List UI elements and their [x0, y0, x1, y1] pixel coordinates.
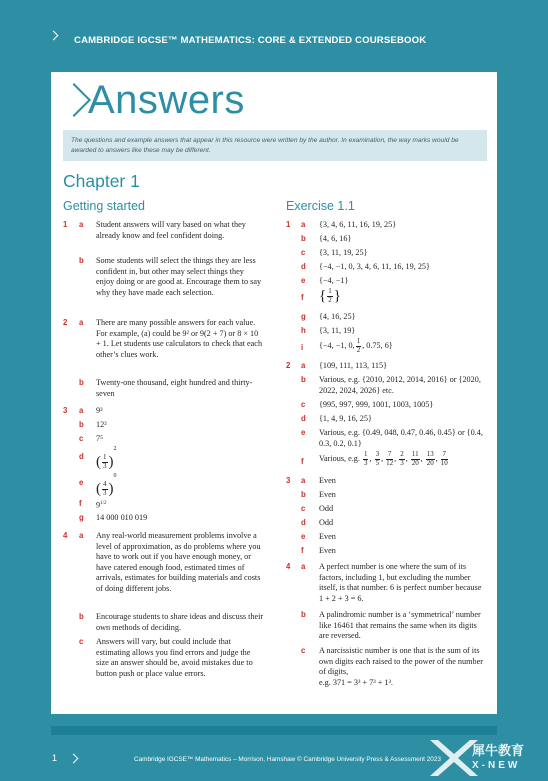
- part-letter: b: [301, 490, 306, 499]
- page-number: 1: [52, 753, 58, 763]
- page-title: Answers: [88, 78, 245, 122]
- part-letter: f: [79, 499, 82, 508]
- answer-text: 7⁵: [96, 434, 103, 443]
- answer-text: e.g. 371 = 3³ + 7³ + 1³.: [319, 678, 393, 687]
- part-letter: c: [301, 504, 306, 513]
- answer-text: Twenty-one thousand, eight hundred and thirty-seven: [96, 378, 253, 398]
- question-number: 3: [63, 406, 68, 415]
- part-letter: b: [301, 234, 306, 243]
- section-heading-exercise: Exercise 1.1: [286, 199, 355, 213]
- answer-text: {−4, −1}: [319, 276, 349, 285]
- running-header: [0, 0, 548, 70]
- answer-text: Answers will vary, but could include that estimating allows you find errors and judge the size an answer should be, avoid mistakes due to button push or place value errors.: [96, 637, 253, 678]
- section-heading-getting-started: Getting started: [63, 199, 145, 213]
- answer-fraction-list: Various, e.g. $\frac{1}{3}$ , $\frac{3}{5}$ , $\frac{7}{12}$ , $\frac{2}{3}$ , $\frac{11}{20}$ , $\frac{13}{20}$ , $\frac{7}{10}$: [319, 450, 448, 467]
- answer-text: {3, 11, 19, 25}: [319, 248, 368, 257]
- part-letter: c: [79, 637, 84, 646]
- answer-text: {4, 6, 16}: [319, 234, 352, 243]
- answer-text: Any real-world measurement problems involve a level of approximation, as do problems where you have to work out if you have enough money, or have catered enough food, estimated times of arrivals, estimates for building materials and costs of doing different jobs.: [96, 531, 261, 593]
- part-letter: h: [301, 326, 306, 335]
- part-letter: a: [301, 361, 306, 370]
- question-number: 1: [286, 220, 291, 229]
- question-number: 4: [286, 562, 291, 571]
- book-title: CAMBRIDGE IGCSE™ MATHEMATICS: CORE & EXTENDED COURSEBOOK: [74, 35, 427, 46]
- answer-text: Encourage students to share ideas and discuss their own methods of deciding.: [96, 612, 264, 632]
- part-letter: c: [79, 434, 84, 443]
- part-letter: e: [79, 478, 84, 487]
- part-letter: b: [79, 612, 84, 621]
- answer-text: {109, 111, 113, 115}: [319, 361, 388, 370]
- answer-fraction: ( $\frac{1}{3}$ )$^2$: [96, 446, 117, 471]
- fraction: $\frac{1}{3}$: [363, 450, 368, 467]
- fraction: $\frac{2}{3}$: [400, 450, 404, 467]
- part-letter: f: [301, 293, 304, 302]
- part-letter: a: [79, 531, 84, 540]
- part-letter: f: [301, 546, 304, 555]
- part-letter: b: [79, 256, 84, 265]
- part-letter: a: [79, 220, 84, 229]
- part-letter: b: [79, 420, 84, 429]
- part-letter: a: [79, 318, 84, 327]
- copyright-footer: Cambridge IGCSE™ Mathematics – Morrison, Hamshaw © Cambridge University Press & Assessment 2023: [134, 756, 441, 763]
- answer-text: A narcissistic number is one that is the sum of its own digits each raised to the power of the number of digits,: [319, 646, 483, 677]
- fraction: $\frac{7}{12}$: [386, 450, 394, 467]
- part-letter: a: [79, 406, 84, 415]
- part-letter: g: [79, 513, 84, 522]
- answer-text: There are many possible answers for each value. For example, (a) could be 9² or 9(2 + 7) or 8 × 10 + 1. Let students use calculators to check that each other’s clues work.: [96, 318, 263, 359]
- answer-text: $9^{1/2}$: [96, 500, 107, 510]
- answer-text: Various, e.g. {0.49, 048, 0.47, 0.46, 0.45} or {0.4, 0.3, 0.2, 0.1}: [319, 428, 483, 448]
- answer-text: {4, 16, 25}: [319, 312, 356, 321]
- part-letter: c: [301, 400, 306, 409]
- answer-text: 12²: [96, 420, 107, 429]
- part-letter: i: [301, 343, 304, 352]
- answer-fraction: {−4, −1, 0, $\frac{1}{2}$ , 0.75, 6}: [319, 337, 393, 354]
- answer-text: Odd: [319, 518, 334, 527]
- answer-text: {3, 11, 19}: [319, 326, 356, 335]
- watermark-subtext: X-NEW: [472, 760, 521, 771]
- fraction: $\frac{11}{20}$: [411, 450, 419, 467]
- part-letter: a: [301, 562, 306, 571]
- part-letter: f: [301, 457, 304, 466]
- next-page-chevron-icon[interactable]: [69, 754, 79, 764]
- footer-bar: [51, 726, 497, 735]
- part-letter: e: [301, 276, 306, 285]
- answer-text: 9³: [96, 406, 103, 415]
- watermark-text: 犀牛教育: [472, 743, 525, 758]
- answer-text: Student answers will vary based on what they already know and feel confident doing.: [96, 220, 246, 240]
- answer-text: {1, 4, 9, 16, 25}: [319, 414, 372, 423]
- chapter-heading: Chapter 1: [63, 171, 140, 191]
- answer-text: {−4, −1, 0, 3, 4, 6, 11, 16, 19, 25}: [319, 262, 430, 271]
- answer-text: Even: [319, 532, 336, 541]
- question-number: 2: [63, 318, 68, 327]
- answer-text: Odd: [319, 504, 334, 513]
- part-letter: c: [301, 646, 306, 655]
- disclaimer-text: The questions and example answers that appear in this resource were written by the author. In examination, the way marks would be awarded to answers like these may be different.: [71, 137, 459, 154]
- disclaimer-note: [63, 130, 487, 161]
- part-letter: a: [301, 220, 306, 229]
- part-letter: d: [79, 452, 84, 461]
- part-letter: a: [301, 476, 306, 485]
- question-number: 4: [63, 531, 68, 540]
- question-number: 3: [286, 476, 291, 485]
- answer-text: Even: [319, 476, 336, 485]
- question-number: 1: [63, 220, 68, 229]
- answer-fraction: { $\frac{1}{2}$ }: [319, 287, 341, 304]
- part-letter: e: [301, 428, 306, 437]
- part-letter: g: [301, 312, 306, 321]
- answer-text: Various, e.g. {2010, 2012, 2014, 2016} or {2020, 2022, 2024, 2026} etc.: [319, 375, 481, 395]
- answer-text: A perfect number is one where the sum of its factors, including 1, but excluding the number itself, is that number. 6 is perfect number because 1 + 2 + 3 = 6.: [319, 562, 482, 603]
- part-letter: e: [301, 532, 306, 541]
- part-letter: b: [301, 375, 306, 384]
- fraction: $\frac{7}{10}$: [440, 450, 448, 467]
- part-letter: c: [301, 248, 306, 257]
- part-letter: b: [79, 378, 84, 387]
- part-letter: b: [301, 610, 306, 619]
- answer-fraction: ( $\frac{4}{3}$ )$^0$: [96, 473, 117, 498]
- answer-text: 14 000 010 019: [96, 513, 148, 522]
- fraction: $\frac{13}{20}$: [426, 450, 434, 467]
- answer-text: Some students will select the things they are less confident in, but other may select things they enjoy doing or are good at. Encourage them to say why they have made each selection.: [96, 256, 262, 297]
- part-letter: d: [301, 518, 306, 527]
- answer-text: {995, 997, 999, 1001, 1003, 1005}: [319, 400, 434, 409]
- question-number: 2: [286, 361, 291, 370]
- chevron-right-icon: [49, 31, 59, 41]
- answer-text: A palindromic number is a ‘symmetrical’ number like 16461 that remains the same when its digits are reversed.: [319, 610, 481, 641]
- answer-text: Even: [319, 546, 336, 555]
- fraction: $\frac{3}{5}$: [375, 450, 380, 467]
- answer-text: Even: [319, 490, 336, 499]
- part-letter: d: [301, 262, 306, 271]
- answer-text: {3, 4, 6, 11, 16, 19, 25}: [319, 220, 397, 229]
- part-letter: d: [301, 414, 306, 423]
